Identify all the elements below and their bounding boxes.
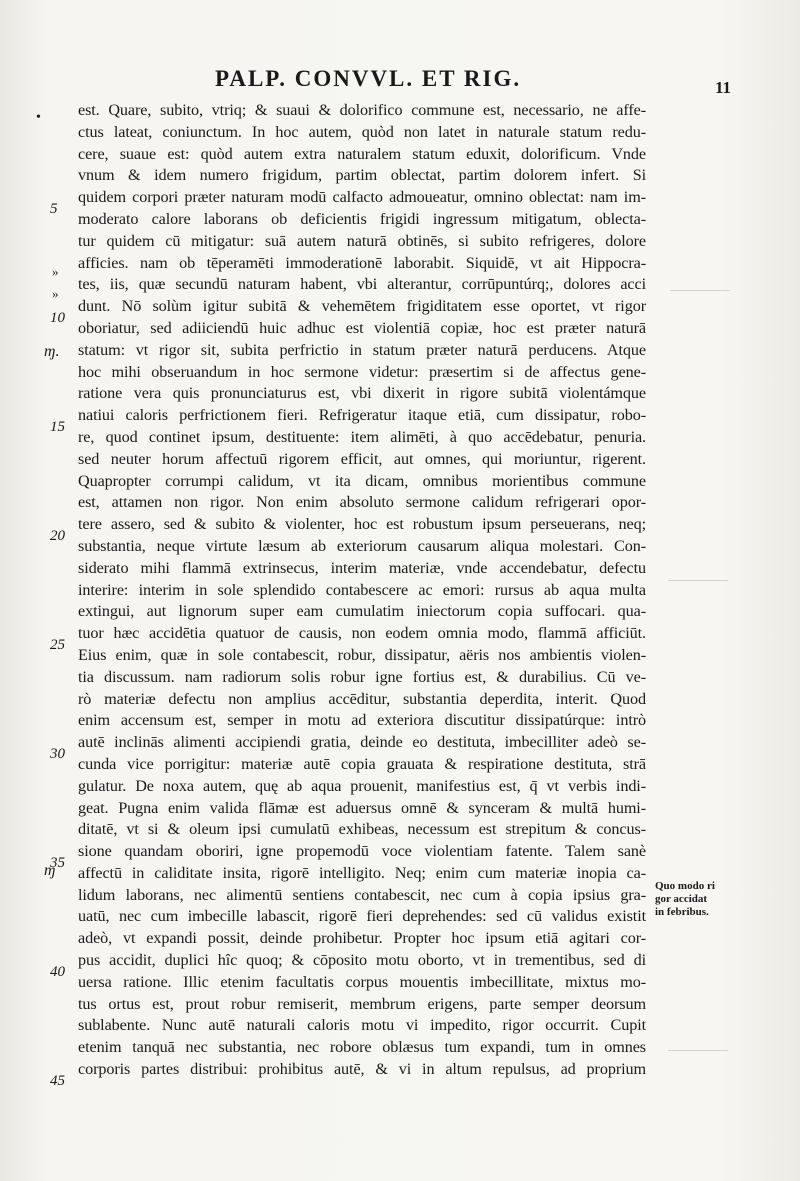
quotation-mark: » [52,264,59,279]
line-number-40: 40 [50,964,65,980]
text-line: moderato calore laborans ob deficientis frigidi ingressum mitigatum, oblecta- [78,209,646,228]
text-line: natiui caloris perfrictionem fieri. Refrigeratur itaque etiā, cum dissipatur, robo- [78,406,646,425]
show-through-smudge [670,290,730,331]
text-line: extingui, aut lignorum super eam cumulatim iniectorum copia suffocari. qua- [78,602,646,621]
margin-note-line: in febribus. [655,906,709,918]
margin-note-line: gor accidat [655,893,708,905]
text-line: affectū in caliditate insita, rigorē intelligito. Neq; enim cum materiæ inopia ca- [78,863,646,882]
text-line: sublabente. Nunc autē naturali caloris motu vi impedito, rigor occurrit. Cupit [78,1016,646,1035]
text-line: cere, suaue est: quòd autem extra naturalem statum eduxit, dolorificum. Vnde [78,144,646,163]
marginal-annotation: ɱ. [44,343,60,360]
margin-note [655,880,745,919]
show-through-smudge [668,1050,728,1091]
text-line: rò materiæ defectu non amplius accēditur, substantia deperdita, interit. Quod [78,689,646,708]
line-number-10: 10 [50,310,65,326]
margin-note-line: Quo modo ri [655,880,715,892]
text-line: Quapropter corrumpi calidum, vt ita dicam, omnibus morientibus commune [78,471,646,490]
text-line: oboriatur, sed adiiciendū huic adhuc est violentiā copiæ, hoc est præter naturā [78,318,646,337]
text-line: afficies. nam ob tēperamēti immoderationē laborabit. Siquidē, vt ait Hippocra- [78,253,646,272]
running-head: PALP. CONVVL. ET RIG. [215,66,522,91]
line-number-5: 5 [50,201,58,217]
line-number-45: 45 [50,1073,65,1089]
text-line: interire: interim in sole splendido contabescere ac emori: rursus ab aqua multa [78,580,646,599]
body-text [78,100,646,1081]
show-through-smudge [668,580,728,621]
text-line: sione quandam oboriri, igne propemodū voce violentiam fatente. Talem sanè [78,842,646,861]
text-line: gulatur. De noxa autem, quę ab aqua prouenit, manifestius est, q̄ vt verbis indi- [78,776,646,795]
text-line: re, quod continet ipsum, destituente: item alimēti, à quo accēdebatur, penuria. [78,427,646,446]
text-line: est. Quare, subito, vtriq; & suaui & dolorifico commune est, necessario, ne affe- [78,101,646,119]
line-number-25: 25 [50,637,65,653]
line-number-20: 20 [50,528,65,544]
text-line: tuor hæc accidētia quatuor de causis, non eodem omnia modo, flammā afficiūt. [78,624,646,643]
text-line: tia discussum. nam radiorum solis robur igne fortius est, & durabilius. Cū ve- [78,667,646,686]
text-line: vnum & idem numero frigidum, partim oblectat, partim dolorem infert. Si [78,166,646,185]
text-line: adeò, vt expandi possit, deinde prohibetur. Propter hoc ipsum etiā agitari cor- [78,929,646,948]
text-line: ctus lateat, coniunctum. In hoc autem, quòd non latet in naturale statum redu- [78,122,646,141]
text-line: tur quidem cū mitigatur: suā autem naturā obtinēs, si subito refrigeres, dolore [78,231,646,250]
text-line: hoc mihi obseruandum in hoc sermone videtur: præsertim si de affectus gene- [78,362,646,381]
text-line: quidem corpori præter naturam modū calfacto admoueatur, omnino oblectat: nam im- [78,188,646,207]
text-line: cunda vice porrigitur: materiæ autē copia grauata & respiratione destituta, strā [78,754,646,773]
line-number-15: 15 [50,419,65,435]
text-line: autē inclinās alimenti accipiendi gratia, deinde eo destituta, imbecilliter adeò se- [78,733,646,752]
line-number-30: 30 [50,746,65,762]
text-line: etenim tanquā nec substantia, nec robore oblæsus tum expandi, tum in omnes [78,1038,646,1057]
marginal-annotation: ɱ [44,862,56,879]
quotation-mark: » [52,286,59,301]
text-line: geat. Pugna enim valida flāmæ est aduersus omnē & synceram & multā humi- [78,798,646,817]
text-line: sed neuter horum affectuū rigorem efficit, aut omnes, qui moriuntur, rigerent. [78,449,646,468]
text-line: lidum laborans, nec alimentū sentiens contabescit, nec cum à copia ipsius gra- [78,885,646,904]
folio-number: 11 [715,78,732,97]
text-line: tes, iis, quæ secundū naturam habent, vbi alterantur, corrūpuntúrq;, dolores acci [78,275,646,294]
text-line: ratione vera quis pronunciaturus est, vbi dixerit in rigore subitā violentámque [78,384,646,403]
text-line: dunt. Nō solùm igitur subitā & vehemētem frigiditatem esse oportet, vt rigor [78,297,646,316]
text-line: Eius enim, quæ in sole contabescit, robur, dissipatur, aëris nos ambientis violen- [78,645,646,664]
text-line: corporis partes distribui: prohibitus autē, & vi in altum repulsus, ad proprium [78,1060,646,1079]
text-line: uatū, nec cum imbecille labascit, rigorē fieri deprehendes: sed cū validus existit [78,907,646,926]
text-line: enim accensum est, semper in motu ad exteriora discutitur dissipatúrque: intrò [78,711,646,730]
text-line: pus accidit, duplici hîc quoq; & cōposito motu oborto, vt in trementibus, sed di [78,951,646,970]
text-line: ditatē, vt si & oleum ipsi cumulatū exhibeas, necessum est strepitum & concus- [78,820,646,839]
bullet-mark: • [36,110,41,125]
text-line: tere assero, sed & subito & violenter, hoc est robustum ipsum perseuerans, neq; [78,515,646,534]
line-number-35: 35 [50,855,65,871]
text-line: uersa ratione. Illic etenim facultatis corpus mouentis imbecillitate, mixtus mo- [78,972,646,991]
text-line: substantia, neque virtute læsum ab exteriorum causarum aliqua molestari. Con- [78,536,646,555]
text-line: statum: vt rigor sit, subita perfrictio in statum præter naturā perducens. Atque [78,340,646,359]
text-line: siderato mihi flammā extrinsecus, interim materiæ, vnde accendebatur, defectu [78,558,646,577]
text-line: tus ortus est, prout robur remiserit, membrum erigens, parte semper deorsum [78,994,646,1013]
text-line: est, attamen non rigor. Non enim absoluto sermone calidum refrigerari opor- [78,493,646,512]
